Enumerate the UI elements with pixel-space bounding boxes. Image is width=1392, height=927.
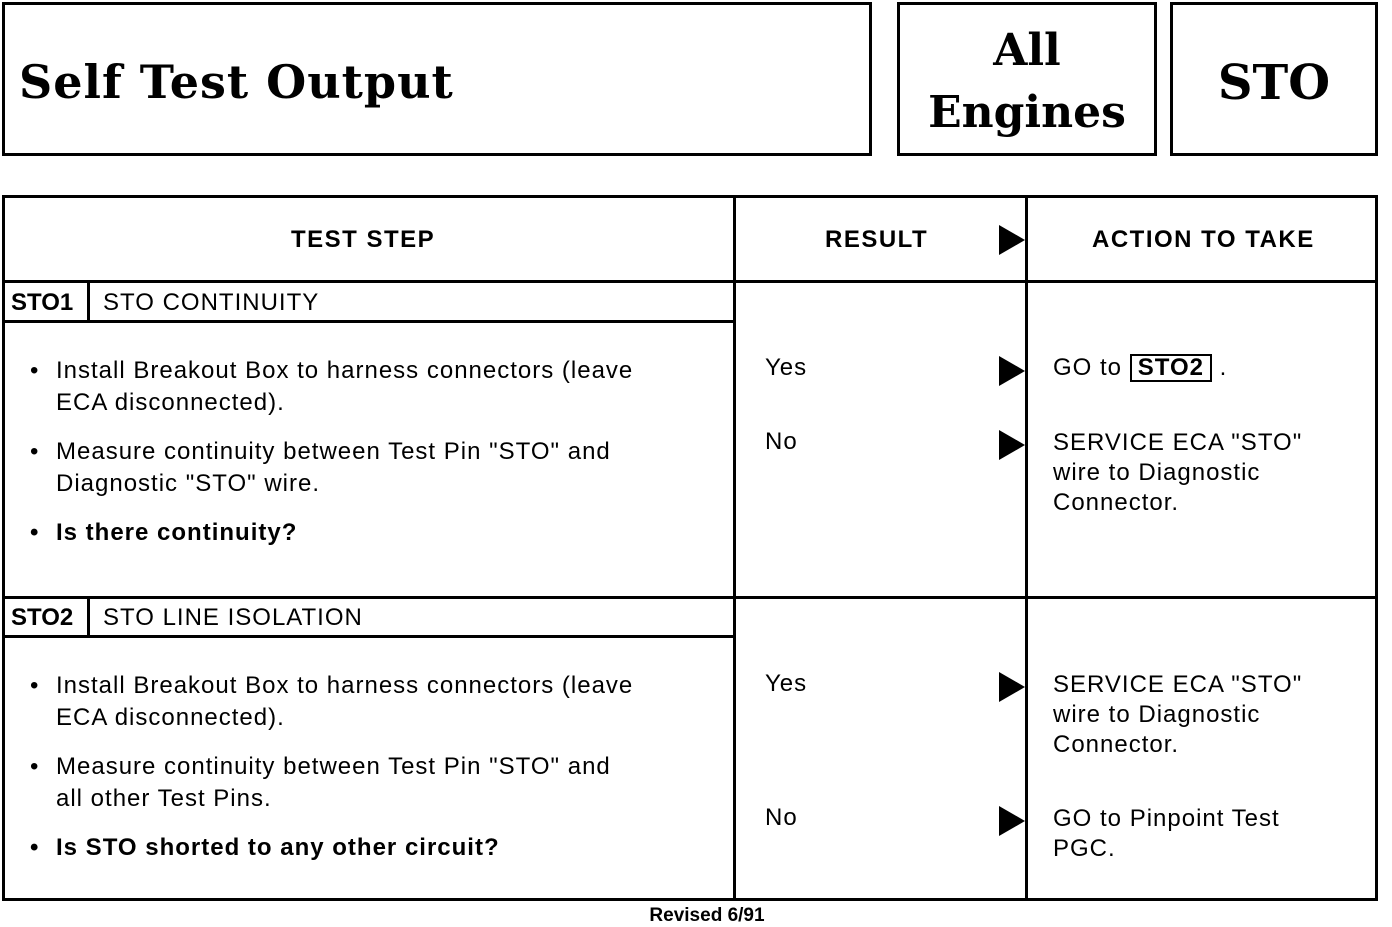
action-line: Connector. bbox=[1053, 731, 1180, 758]
action-text bbox=[1053, 352, 1227, 383]
action-suffix: . bbox=[1219, 354, 1228, 381]
step-title-divider bbox=[5, 320, 733, 323]
header-test-step: TEST STEP bbox=[291, 226, 436, 253]
step-id: STO2 bbox=[11, 604, 74, 631]
arrow-right-icon bbox=[999, 806, 1025, 836]
arrow-right-icon bbox=[999, 225, 1025, 255]
engines-line-1: All bbox=[993, 25, 1061, 76]
test-table bbox=[2, 195, 1378, 901]
instruction-item: • Measure continuity between Test Pin "STO" and bbox=[56, 436, 611, 467]
action-line: SERVICE ECA "STO" bbox=[1053, 671, 1303, 698]
question-item: • Is STO shorted to any other circuit? bbox=[56, 832, 500, 863]
revision-text: Revised 6/91 bbox=[649, 905, 765, 926]
step-divider bbox=[5, 596, 1375, 599]
result-yes: Yes bbox=[765, 354, 808, 381]
page-title-box bbox=[2, 2, 872, 156]
step-reference-link[interactable]: STO2 bbox=[1130, 354, 1212, 382]
action-line: wire to Diagnostic bbox=[1053, 459, 1261, 486]
action-line: wire to Diagnostic bbox=[1053, 701, 1261, 728]
arrow-right-icon bbox=[999, 672, 1025, 702]
step-title: STO CONTINUITY bbox=[103, 289, 320, 316]
action-line: SERVICE ECA "STO" bbox=[1053, 429, 1303, 456]
result-no: No bbox=[765, 804, 798, 831]
section-code-box bbox=[1170, 2, 1378, 156]
step-id: STO1 bbox=[11, 289, 74, 316]
instruction-continuation: Diagnostic "STO" wire. bbox=[56, 470, 321, 497]
action-line: Connector. bbox=[1053, 489, 1180, 516]
column-divider bbox=[733, 198, 736, 898]
arrow-right-icon bbox=[999, 430, 1025, 460]
action-prefix: GO to bbox=[1053, 354, 1123, 381]
engines-line-2: Engines bbox=[928, 87, 1126, 138]
revision-footer bbox=[0, 905, 1392, 927]
section-code: STO bbox=[1217, 55, 1331, 111]
action-line: PGC. bbox=[1053, 835, 1116, 862]
instruction-continuation: ECA disconnected). bbox=[56, 704, 285, 731]
header-action: ACTION TO TAKE bbox=[1092, 226, 1315, 253]
instruction-item: • Measure continuity between Test Pin "STO" and bbox=[56, 751, 611, 782]
step-title: STO LINE ISOLATION bbox=[103, 604, 363, 631]
question-item: • Is there continuity? bbox=[56, 517, 297, 548]
engines-box bbox=[897, 2, 1157, 156]
result-no: No bbox=[765, 428, 798, 455]
instruction-item: • Install Breakout Box to harness connectors (leave bbox=[56, 670, 633, 701]
step-id-divider bbox=[87, 280, 90, 320]
header-divider bbox=[5, 280, 1375, 283]
header-result: RESULT bbox=[825, 226, 929, 253]
column-divider bbox=[1025, 198, 1028, 898]
result-yes: Yes bbox=[765, 670, 808, 697]
instruction-continuation: all other Test Pins. bbox=[56, 785, 272, 812]
step-title-divider bbox=[5, 635, 733, 638]
step-id-divider bbox=[87, 596, 90, 635]
instruction-item: • Install Breakout Box to harness connectors (leave bbox=[56, 355, 633, 386]
page-title: Self Test Output bbox=[19, 55, 454, 109]
action-line: GO to Pinpoint Test bbox=[1053, 805, 1280, 832]
arrow-right-icon bbox=[999, 356, 1025, 386]
instruction-continuation: ECA disconnected). bbox=[56, 389, 285, 416]
